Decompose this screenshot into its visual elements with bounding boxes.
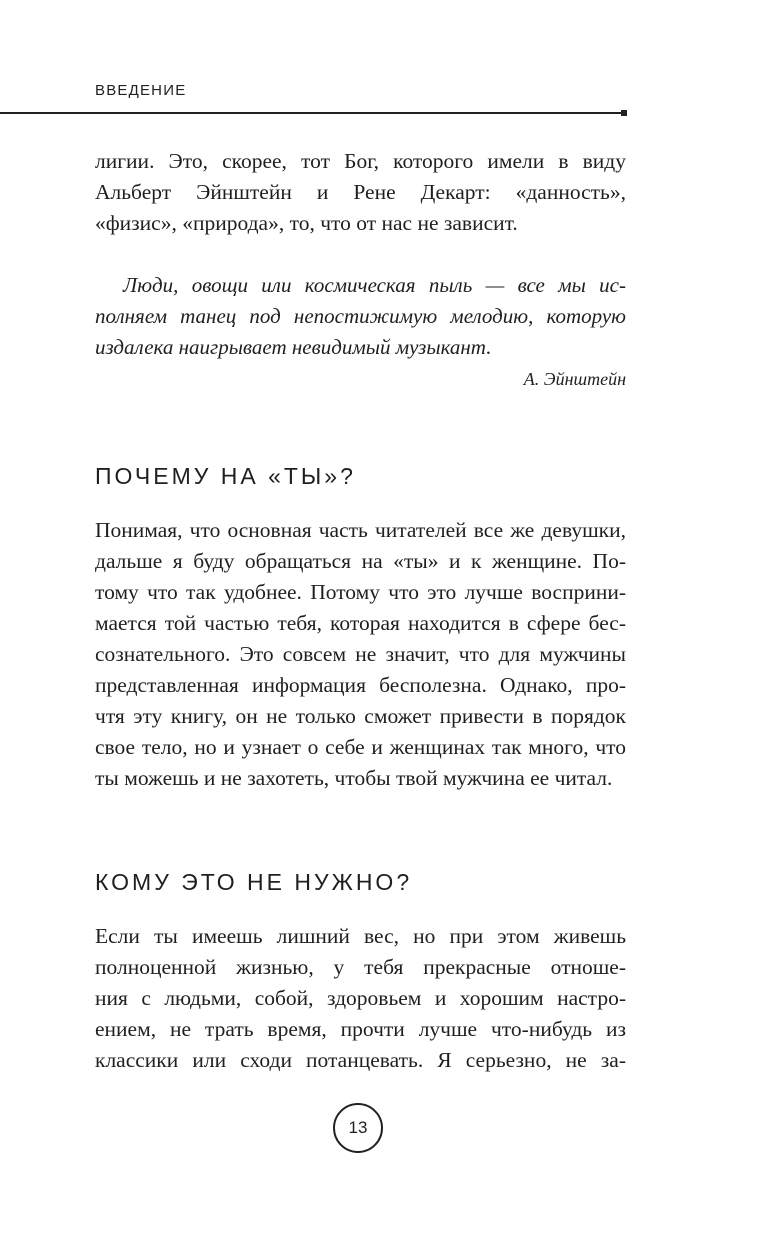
section-heading-why-ty: ПОЧЕМУ НА «ТЫ»? [95, 463, 356, 489]
epigraph-line: полняем танец под непостижимую мелодию, которую [95, 304, 626, 328]
page-number: 13 [333, 1103, 383, 1153]
text-line: лигии. Это, скорее, тот Бог, которого имели в виду [95, 149, 626, 173]
text-line: классики или сходи потанцевать. Я серьезно, не за- [95, 1048, 626, 1072]
section-heading-who-not-needed: КОМУ ЭТО НЕ НУЖНО? [95, 869, 413, 895]
text-line: ением, не трать время, прочти лучше что-нибудь из [95, 1017, 626, 1041]
text-line: ты можешь и не захотеть, чтобы твой мужчина ее читал. [95, 766, 613, 790]
text-line: полноценной жизнью, у тебя прекрасные отноше- [95, 955, 626, 979]
epigraph-author: А. Эйнштейн [523, 369, 626, 389]
text-line: Понимая, что основная часть читателей все же девушки, [95, 518, 626, 542]
text-line: Если ты имеешь лишний вес, но при этом живешь [95, 924, 626, 948]
header-rule-end-mark [621, 110, 627, 116]
text-line: дальше я буду обращаться на «ты» и к женщине. По- [95, 549, 626, 573]
header-rule [0, 112, 624, 114]
text-line: тому что так удобнее. Потому что это лучше восприни- [95, 580, 626, 604]
epigraph-line: Люди, овощи или космическая пыль — все мы ис- [123, 273, 626, 297]
intro-paragraph [95, 146, 626, 239]
running-header: ВВЕДЕНИЕ [95, 82, 187, 99]
text-line: сознательного. Это совсем не значит, что для мужчины [95, 642, 626, 666]
text-line: ния с людьми, собой, здоровьем и хорошим настро- [95, 986, 626, 1010]
text-line: «физис», «природа», то, что от нас не зависит. [95, 211, 518, 235]
section-who-not-needed-paragraph [95, 921, 626, 1076]
text-line: чтя эту книгу, он не только сможет привести в порядок [95, 704, 626, 728]
text-line: свое тело, но и узнает о себе и женщинах так много, что [95, 735, 626, 759]
text-line: мается той частью тебя, которая находится в сфере бес- [95, 611, 626, 635]
text-line: представленная информация бесполезна. Однако, про- [95, 673, 626, 697]
epigraph-line: издалека наигрывает невидимый музыкант. [95, 335, 492, 359]
epigraph-quote [95, 270, 626, 363]
section-why-ty-paragraph [95, 515, 626, 794]
text-line: Альберт Эйнштейн и Рене Декарт: «данность», [95, 180, 626, 204]
